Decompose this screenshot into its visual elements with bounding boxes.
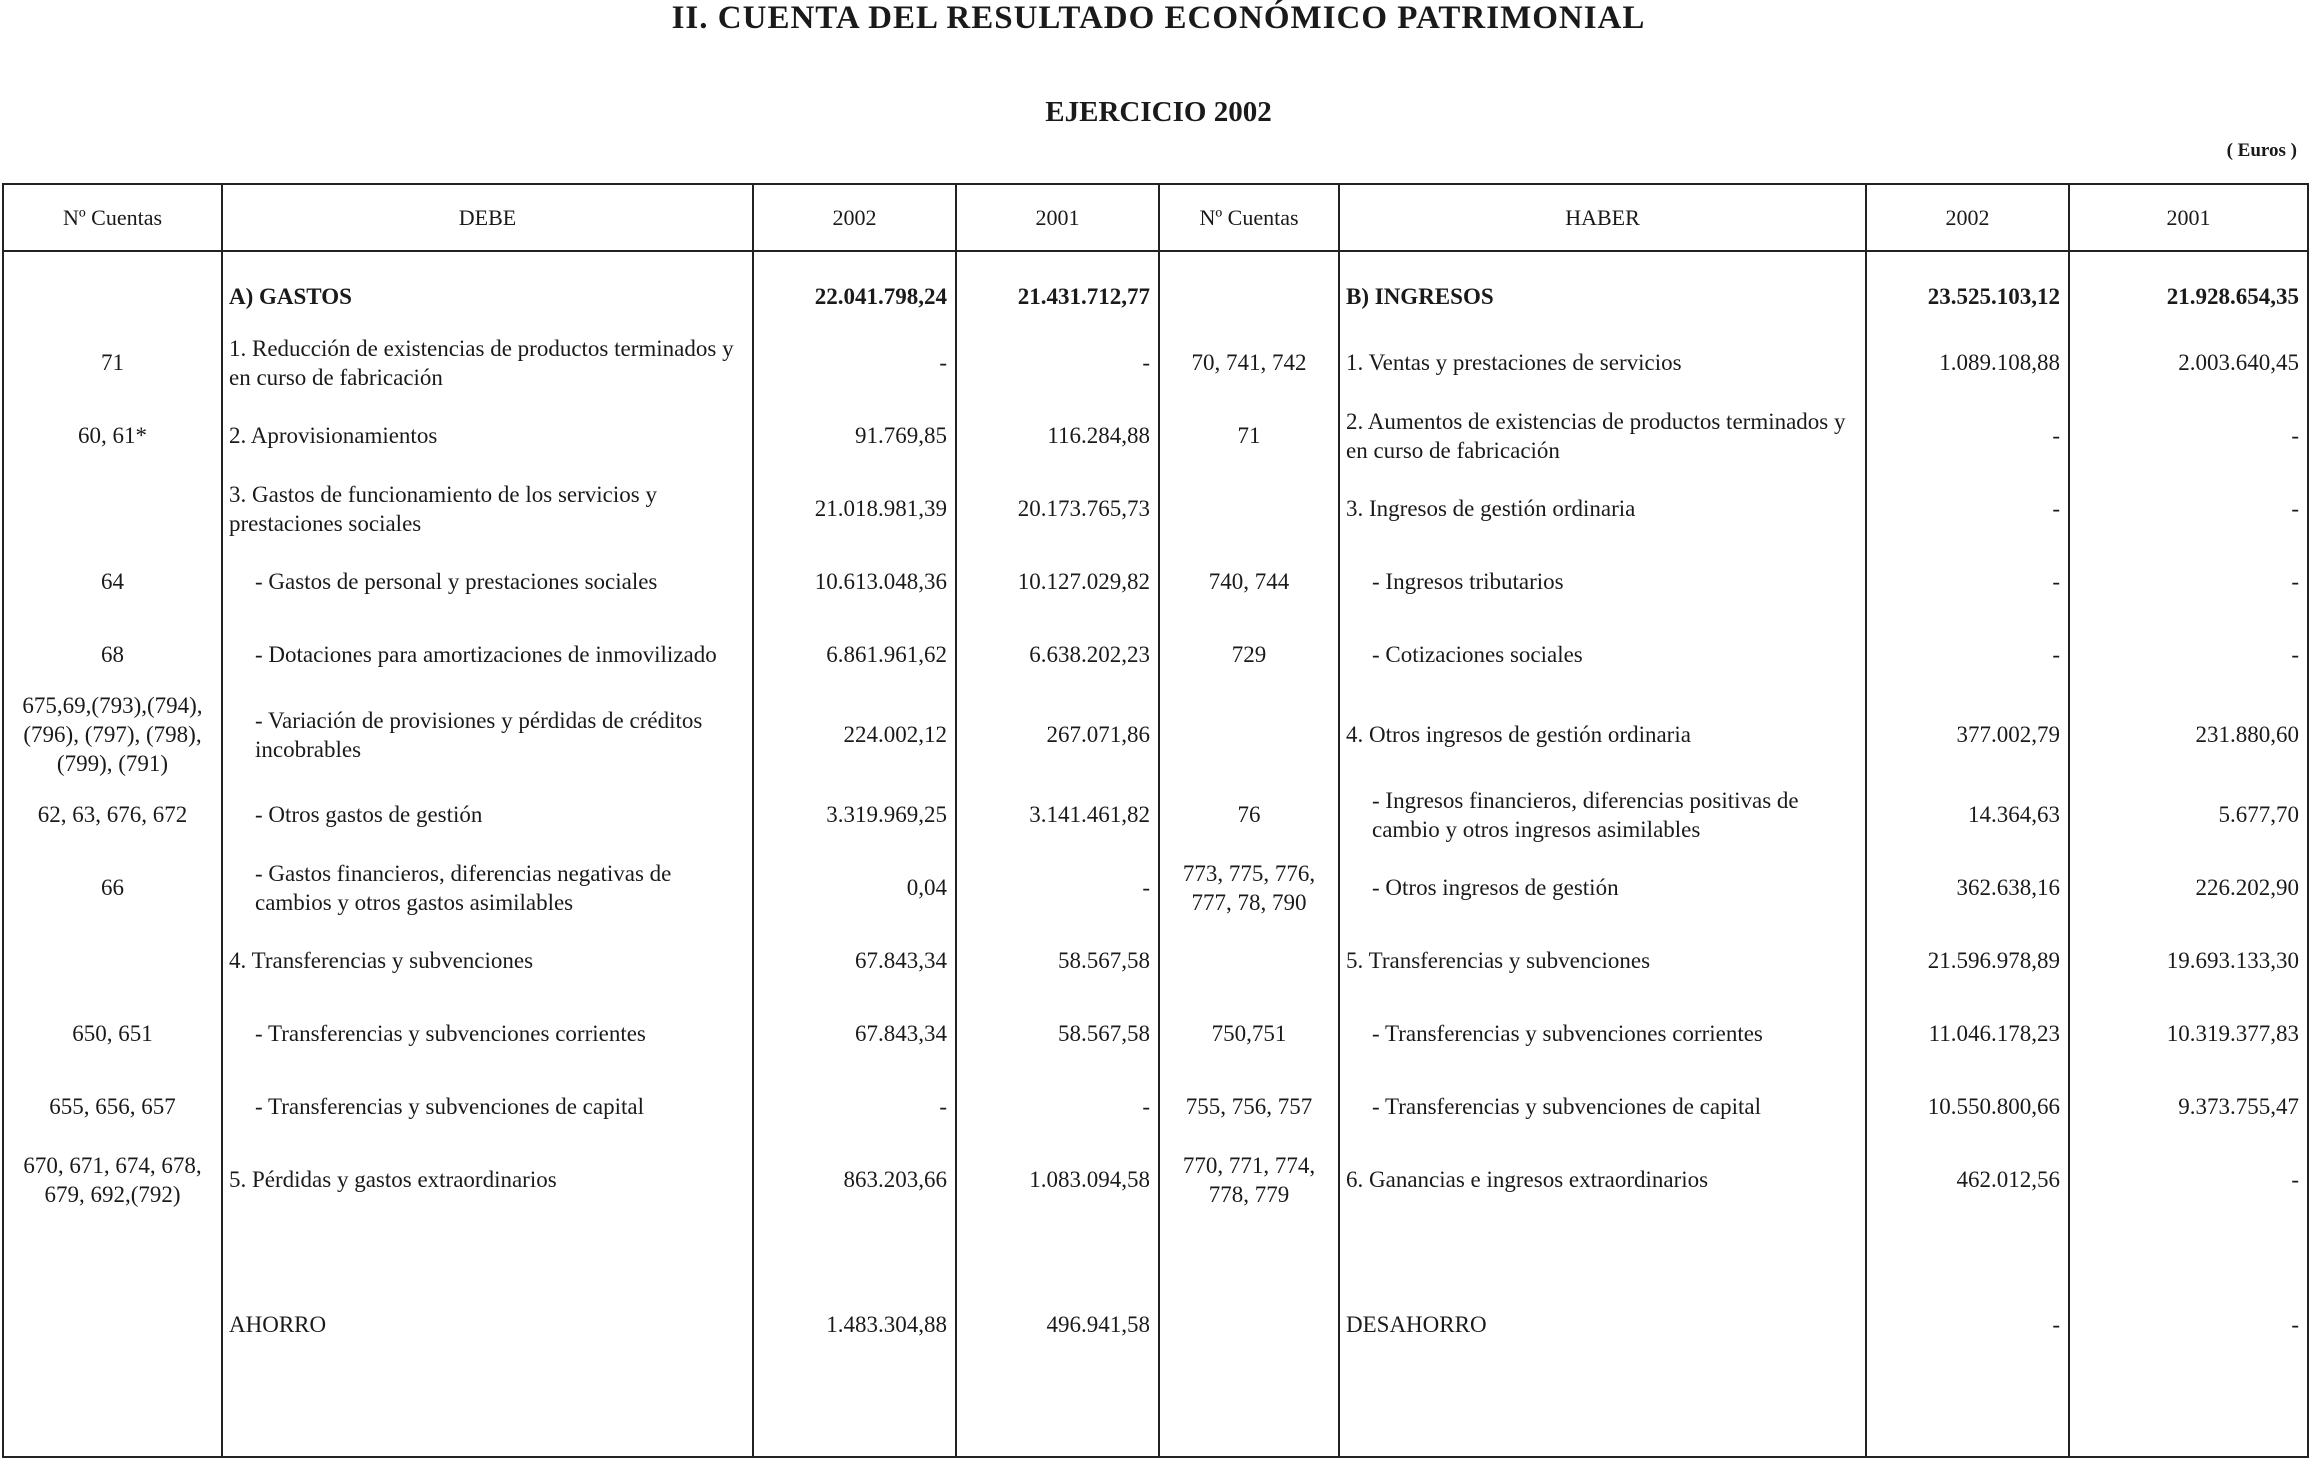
haber-label: - Ingresos financieros, diferencias positivas de cambio y otros ingresos asimilables (1339, 778, 1866, 851)
account-codes-haber: 70, 741, 742 (1159, 326, 1339, 399)
table-row (3, 266, 2308, 326)
haber-2002-value: 462.012,56 (1866, 1143, 2069, 1216)
account-codes-debe: 670, 671, 674, 678, 679, 692,(792) (3, 1143, 222, 1216)
debe-2002-value: 0,04 (753, 851, 956, 924)
ahorro-2001-value: 496.941,58 (956, 1288, 1159, 1361)
debe-2002-value: 67.843,34 (753, 924, 956, 997)
debe-2001-value: 3.141.461,82 (956, 778, 1159, 851)
account-codes-haber: 750,751 (1159, 997, 1339, 1070)
desahorro-2002-value: - (1866, 1288, 2069, 1361)
account-codes-debe: 71 (3, 326, 222, 399)
page-subtitle: EJERCICIO 2002 (1045, 96, 1272, 128)
result-row (3, 1288, 2308, 1361)
account-codes-haber: 76 (1159, 778, 1339, 851)
haber-2001-value: 19.693.133,30 (2069, 924, 2308, 997)
debe-2002-value: - (753, 1070, 956, 1143)
account-codes-debe: 675,69,(793),(794),(796), (797), (798), (799), (791) (3, 691, 222, 778)
debe-2002-value: - (753, 326, 956, 399)
header-2001-debe: 2001 (956, 184, 1159, 251)
haber-label: 2. Aumentos de existencias de productos terminados y en curso de fabricación (1339, 399, 1866, 472)
account-codes-haber: 71 (1159, 399, 1339, 472)
debe-2002-value: 3.319.969,25 (753, 778, 956, 851)
account-codes-debe: 66 (3, 851, 222, 924)
account-codes-debe: 650, 651 (3, 997, 222, 1070)
account-codes-haber: 729 (1159, 618, 1339, 691)
table-row (3, 1070, 2308, 1143)
debe-label: - Gastos de personal y prestaciones sociales (222, 545, 753, 618)
table-row (3, 1143, 2308, 1216)
debe-2002-value: 10.613.048,36 (753, 545, 956, 618)
debe-2002-value: 91.769,85 (753, 399, 956, 472)
debe-2002-value: 67.843,34 (753, 997, 956, 1070)
haber-2002-value: 21.596.978,89 (1866, 924, 2069, 997)
haber-2002-value: 377.002,79 (1866, 691, 2069, 778)
header-2001-haber: 2001 (2069, 184, 2308, 251)
account-codes-haber (1159, 472, 1339, 545)
debe-2001-value: 21.431.712,77 (956, 266, 1159, 326)
debe-2002-value: 224.002,12 (753, 691, 956, 778)
table-row (3, 618, 2308, 691)
debe-2002-value: 21.018.981,39 (753, 472, 956, 545)
haber-2001-value: - (2069, 618, 2308, 691)
debe-2001-value: 267.071,86 (956, 691, 1159, 778)
table-row (3, 924, 2308, 997)
haber-2001-value: 21.928.654,35 (2069, 266, 2308, 326)
header-haber: HABER (1339, 184, 1866, 251)
account-codes-haber (1159, 1288, 1339, 1361)
haber-2002-value: - (1866, 545, 2069, 618)
table-row (3, 399, 2308, 472)
table-row (3, 997, 2308, 1070)
table-row (3, 326, 2308, 399)
haber-label: - Cotizaciones sociales (1339, 618, 1866, 691)
desahorro-2001-value: - (2069, 1288, 2308, 1361)
debe-label: - Transferencias y subvenciones de capital (222, 1070, 753, 1143)
debe-label: 3. Gastos de funcionamiento de los servicios y prestaciones sociales (222, 472, 753, 545)
haber-2001-value: 231.880,60 (2069, 691, 2308, 778)
account-codes-debe: 60, 61* (3, 399, 222, 472)
debe-2001-value: - (956, 326, 1159, 399)
debe-2001-value: 58.567,58 (956, 924, 1159, 997)
account-codes-haber: 740, 744 (1159, 545, 1339, 618)
haber-label: 6. Ganancias e ingresos extraordinarios (1339, 1143, 1866, 1216)
debe-2001-value: 58.567,58 (956, 997, 1159, 1070)
haber-label: 1. Ventas y prestaciones de servicios (1339, 326, 1866, 399)
table-row (3, 851, 2308, 924)
account-codes-haber (1159, 266, 1339, 326)
account-codes-debe (3, 924, 222, 997)
haber-label: 5. Transferencias y subvenciones (1339, 924, 1866, 997)
haber-2001-value: 5.677,70 (2069, 778, 2308, 851)
account-codes-haber (1159, 924, 1339, 997)
filler-row (3, 1361, 2308, 1457)
ahorro-label: AHORRO (222, 1288, 753, 1361)
haber-2001-value: - (2069, 1143, 2308, 1216)
debe-label: - Transferencias y subvenciones corrientes (222, 997, 753, 1070)
debe-2001-value: 116.284,88 (956, 399, 1159, 472)
account-codes-debe: 655, 656, 657 (3, 1070, 222, 1143)
debe-2001-value: 10.127.029,82 (956, 545, 1159, 618)
haber-label: - Transferencias y subvenciones corrientes (1339, 997, 1866, 1070)
haber-2002-value: 11.046.178,23 (1866, 997, 2069, 1070)
table-row (3, 472, 2308, 545)
debe-2002-value: 22.041.798,24 (753, 266, 956, 326)
haber-2001-value: 10.319.377,83 (2069, 997, 2308, 1070)
ahorro-2002-value: 1.483.304,88 (753, 1288, 956, 1361)
debe-label: - Gastos financieros, diferencias negativas de cambios y otros gastos asimilables (222, 851, 753, 924)
debe-2001-value: 6.638.202,23 (956, 618, 1159, 691)
haber-2002-value: - (1866, 399, 2069, 472)
haber-2001-value: - (2069, 399, 2308, 472)
header-2002-debe: 2002 (753, 184, 956, 251)
haber-2001-value: - (2069, 472, 2308, 545)
haber-2002-value: - (1866, 472, 2069, 545)
table-row (3, 691, 2308, 778)
debe-2001-value: - (956, 1070, 1159, 1143)
account-codes-haber: 770, 771, 774, 778, 779 (1159, 1143, 1339, 1216)
debe-label: - Variación de provisiones y pérdidas de créditos incobrables (222, 691, 753, 778)
account-codes-haber (1159, 691, 1339, 778)
haber-2001-value: 2.003.640,45 (2069, 326, 2308, 399)
header-cuentas-debe: Nº Cuentas (3, 184, 222, 251)
haber-2002-value: - (1866, 618, 2069, 691)
page-title: II. CUENTA DEL RESULTADO ECONÓMICO PATRIMONIAL (671, 0, 1646, 36)
haber-label: - Ingresos tributarios (1339, 545, 1866, 618)
haber-2001-value: 9.373.755,47 (2069, 1070, 2308, 1143)
haber-label: 4. Otros ingresos de gestión ordinaria (1339, 691, 1866, 778)
haber-2002-value: 10.550.800,66 (1866, 1070, 2069, 1143)
debe-label: 5. Pérdidas y gastos extraordinarios (222, 1143, 753, 1216)
haber-2001-value: - (2069, 545, 2308, 618)
haber-label: - Otros ingresos de gestión (1339, 851, 1866, 924)
spacer-row (3, 251, 2308, 266)
header-cuentas-haber: Nº Cuentas (1159, 184, 1339, 251)
account-codes-debe (3, 266, 222, 326)
account-codes-haber: 773, 775, 776, 777, 78, 790 (1159, 851, 1339, 924)
debe-2001-value: 1.083.094,58 (956, 1143, 1159, 1216)
account-codes-debe: 62, 63, 676, 672 (3, 778, 222, 851)
haber-2002-value: 23.525.103,12 (1866, 266, 2069, 326)
table-row (3, 545, 2308, 618)
debe-label: 2. Aprovisionamientos (222, 399, 753, 472)
account-codes-debe: 64 (3, 545, 222, 618)
haber-2002-value: 362.638,16 (1866, 851, 2069, 924)
debe-2001-value: - (956, 851, 1159, 924)
haber-2002-value: 1.089.108,88 (1866, 326, 2069, 399)
account-codes-debe (3, 1288, 222, 1361)
header-2002-haber: 2002 (1866, 184, 2069, 251)
haber-label: 3. Ingresos de gestión ordinaria (1339, 472, 1866, 545)
debe-label: A) GASTOS (222, 266, 753, 326)
header-debe: DEBE (222, 184, 753, 251)
debe-2002-value: 6.861.961,62 (753, 618, 956, 691)
spacer-row (3, 1216, 2308, 1288)
currency-units: ( Euros ) (2226, 140, 2297, 161)
debe-label: 4. Transferencias y subvenciones (222, 924, 753, 997)
haber-label: B) INGRESOS (1339, 266, 1866, 326)
haber-label: - Transferencias y subvenciones de capital (1339, 1070, 1866, 1143)
table-row (3, 778, 2308, 851)
income-statement-table (2, 183, 2309, 1458)
debe-label: - Dotaciones para amortizaciones de inmovilizado (222, 618, 753, 691)
account-codes-debe (3, 472, 222, 545)
debe-label: 1. Reducción de existencias de productos terminados y en curso de fabricación (222, 326, 753, 399)
debe-2001-value: 20.173.765,73 (956, 472, 1159, 545)
account-codes-haber: 755, 756, 757 (1159, 1070, 1339, 1143)
debe-label: - Otros gastos de gestión (222, 778, 753, 851)
account-codes-debe: 68 (3, 618, 222, 691)
header-row (3, 184, 2308, 251)
debe-2002-value: 863.203,66 (753, 1143, 956, 1216)
desahorro-label: DESAHORRO (1339, 1288, 1866, 1361)
haber-2001-value: 226.202,90 (2069, 851, 2308, 924)
haber-2002-value: 14.364,63 (1866, 778, 2069, 851)
